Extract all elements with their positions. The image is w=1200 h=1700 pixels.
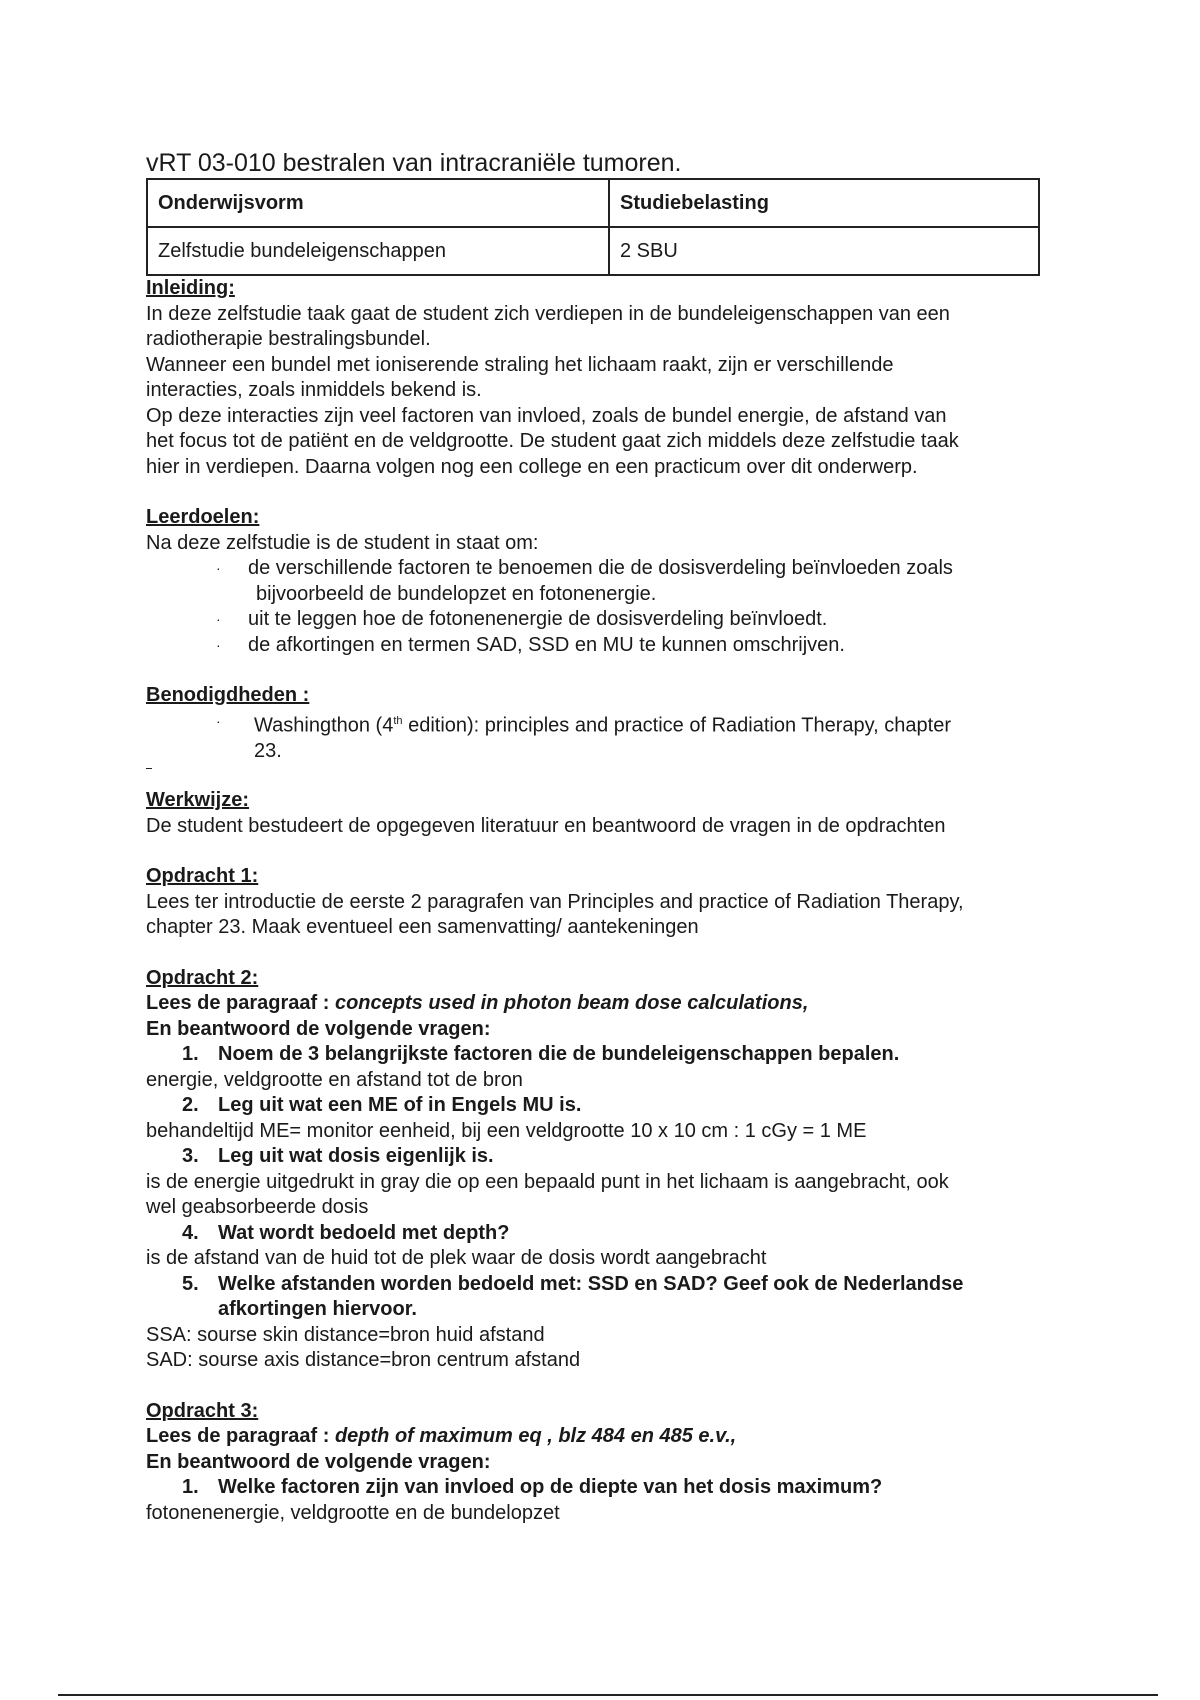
read-prefix: Lees de paragraaf : — [146, 992, 335, 1015]
question-text: Wat wordt bedoeld met depth? — [218, 1221, 510, 1244]
question — [146, 1221, 1066, 1247]
table-cell: 2 SBU — [609, 227, 1039, 275]
bullet-icon: · — [216, 712, 221, 729]
question-number: 2. — [182, 1094, 199, 1117]
paragraph-line: interacties, zoals inmiddels bekend is. — [146, 379, 482, 401]
list-item-text: uit te leggen hoe de fotonenenergie de dosisverdeling beïnvloedt. — [248, 608, 828, 630]
table-cell: Zelfstudie bundeleigenschappen — [147, 227, 609, 275]
section-heading-werkwijze: Werkwijze: — [146, 789, 249, 812]
paragraph-line: het focus tot de patiënt en de veldgrootte. De student gaat zich middels deze zelfstudie taak — [146, 430, 959, 452]
section-heading-opdracht-3: Opdracht 3: — [146, 1399, 259, 1422]
paragraph-line: Na deze zelfstudie is de student in staat om: — [146, 531, 539, 554]
paragraph-line: Lees ter introductie de eerste 2 paragrafen van Principles and practice of Radiation Therapy, — [146, 890, 964, 913]
section-heading-inleiding: Inleiding: — [146, 277, 235, 299]
bullet-icon: · — [216, 636, 221, 653]
answer: fotonenenergie, veldgrootte en de bundelopzet — [146, 1501, 560, 1524]
document-page — [146, 148, 1066, 1526]
answer: behandeltijd ME= monitor eenheid, bij een veldgrootte 10 x 10 cm : 1 cGy = 1 ME — [146, 1119, 867, 1142]
question-number: 5. — [182, 1272, 199, 1295]
section-heading-leerdoelen: Leerdoelen: — [146, 506, 260, 528]
question-number: 1. — [182, 1043, 199, 1066]
answer: SSA: sourse skin distance=bron huid afstand — [146, 1323, 545, 1346]
list-item — [216, 556, 1066, 607]
course-info-table — [146, 178, 1040, 276]
question — [146, 1093, 1066, 1119]
answer: energie, veldgrootte en afstand tot de bron — [146, 1068, 523, 1091]
section-heading-opdracht-1: Opdracht 1: — [146, 865, 259, 888]
read-instruction — [146, 991, 1066, 1017]
question-text: Noem de 3 belangrijkste factoren die de bundeleigenschappen bepalen. — [218, 1043, 900, 1066]
table-header-cell: Onderwijsvorm — [147, 179, 609, 227]
answer: is de afstand van de huid tot de plek waar de dosis wordt aangebracht — [146, 1247, 767, 1270]
superscript: th — [393, 714, 403, 727]
questions-list — [146, 1475, 1066, 1526]
question-text: Leg uit wat een ME of in Engels MU is. — [218, 1094, 582, 1117]
read-prefix: Lees de paragraaf : — [146, 1425, 335, 1448]
section-heading-benodigdheden: Benodigdheden : — [146, 684, 310, 706]
question-number: 3. — [182, 1145, 199, 1168]
section-heading-opdracht-2: Opdracht 2: — [146, 966, 259, 989]
answer-instruction: En beantwoord de volgende vragen: — [146, 1017, 491, 1040]
question — [146, 1144, 1066, 1170]
list-item-text: Washingthon (4 — [254, 714, 394, 737]
read-instruction — [146, 1424, 1066, 1450]
question — [146, 1042, 1066, 1068]
requirements-list — [146, 709, 1066, 765]
list-item-text: bijvoorbeeld de bundelopzet en fotonenergie. — [256, 582, 657, 605]
table-header-row — [147, 179, 1039, 227]
paragraph-line: Op deze interacties zijn veel factoren van invloed, zoals de bundel energie, de afstand van — [146, 404, 947, 427]
question-text: Welke factoren zijn van invloed op de diepte van het dosis maximum? — [218, 1476, 883, 1499]
answer: is de energie uitgedrukt in gray die op een bepaald punt in het lichaam is aangebracht, ook — [146, 1170, 949, 1193]
list-item-text: edition): principles and practice of Radiation Therapy, chapter — [402, 714, 951, 737]
bullet-icon: · — [216, 611, 221, 627]
footer-divider — [58, 1694, 1158, 1696]
answer: SAD: sourse axis distance=bron centrum afstand — [146, 1349, 581, 1372]
questions-list — [146, 1042, 1066, 1374]
read-topic: concepts used in photon beam dose calculations, — [334, 992, 809, 1015]
table-row — [147, 227, 1039, 275]
paragraph-line: Wanneer een bundel met ioniserende straling het lichaam raakt, zijn er verschillende — [146, 353, 894, 376]
paragraph-line: hier in verdiepen. Daarna volgen nog een college en een practicum over dit onderwerp. — [146, 455, 918, 478]
bullet-icon: · — [216, 560, 221, 576]
list-item — [216, 633, 1066, 659]
paragraph-line: De student bestudeert de opgegeven literatuur en beantwoord de vragen in de opdrachten — [146, 814, 946, 837]
list-item-text: de afkortingen en termen SAD, SSD en MU te kunnen omschrijven. — [248, 633, 845, 656]
table-header-cell: Studiebelasting — [609, 179, 1039, 227]
list-item — [216, 709, 1066, 765]
document-title: vRT 03-010 bestralen van intracraniële tumoren. — [146, 149, 682, 177]
answer: wel geabsorbeerde dosis — [146, 1196, 369, 1219]
question-text: Leg uit wat dosis eigenlijk is. — [218, 1145, 494, 1168]
list-item-text: de verschillende factoren te benoemen die de dosisverdeling beïnvloeden zoals — [248, 557, 953, 579]
list-item-text: 23. — [254, 739, 282, 762]
question-text: Welke afstanden worden bedoeld met: SSD en SAD? Geef ook de Nederlandse — [218, 1272, 964, 1295]
question-number: 1. — [182, 1476, 199, 1499]
read-topic: depth of maximum eq , blz 484 en 485 e.v., — [334, 1425, 737, 1448]
paragraph-line: chapter 23. Maak eventueel een samenvatting/ aantekeningen — [146, 916, 699, 939]
question — [146, 1272, 1066, 1323]
learning-goals-list — [146, 556, 1066, 658]
paragraph-line: In deze zelfstudie taak gaat de student zich verdiepen in de bundeleigenschappen van een — [146, 302, 950, 325]
list-item — [216, 607, 1066, 633]
question-text: afkortingen hiervoor. — [218, 1298, 417, 1321]
question — [146, 1475, 1066, 1501]
question-number: 4. — [182, 1221, 199, 1244]
paragraph-line: radiotherapie bestralingsbundel. — [146, 328, 431, 350]
answer-instruction: En beantwoord de volgende vragen: — [146, 1450, 491, 1473]
